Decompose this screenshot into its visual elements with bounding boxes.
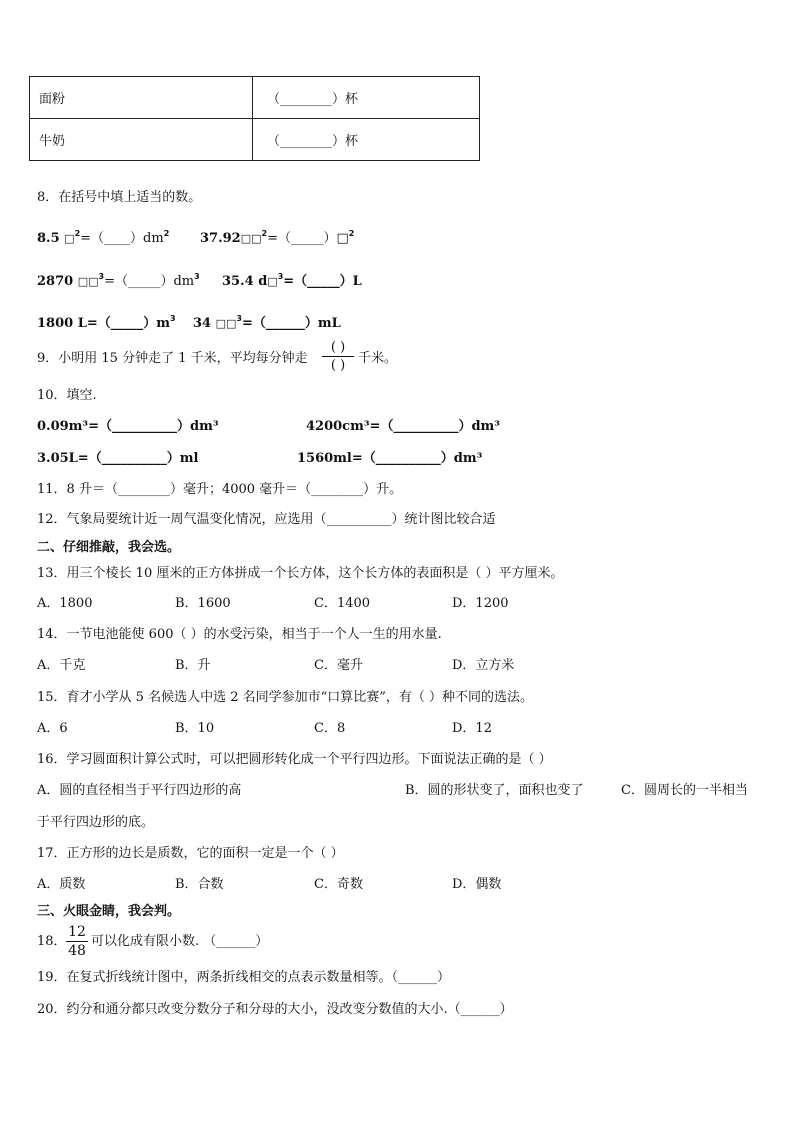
- question-18-text: 可以化成有限小数. （______）: [91, 934, 269, 949]
- q8-text: 35.4 d: [222, 274, 268, 289]
- q8-line2a: [37, 269, 200, 290]
- option-b: B．合数: [175, 877, 224, 892]
- q18-fraction: [66, 924, 88, 959]
- question-12: 12．气象局要统计近一周气温变化情况，应选用（__________）统计图比较合适: [37, 512, 496, 527]
- fraction-numerator: 12: [68, 924, 86, 940]
- question-15: 15．育才小学从 5 名候选人中选 2 名同学参加市“口算比赛”，有（ ）种不同的选法。: [37, 690, 534, 705]
- option-c: C．1400: [314, 596, 371, 611]
- option-c: C．8: [314, 721, 346, 736]
- q8-sup: 2: [348, 229, 355, 238]
- option-c: C．毫升: [314, 658, 363, 673]
- question-19: 19．在复式折线统计图中，两条折线相交的点表示数量相等。（______）: [37, 970, 451, 985]
- q8-text: 8.5: [37, 231, 60, 246]
- q8-text: =（____）dm: [80, 231, 164, 246]
- option-c: C．奇数: [314, 877, 363, 892]
- question-17: 17．正方形的边长是质数，它的面积一定是一个（ ）: [37, 846, 344, 861]
- question-16: 16．学习圆面积计算公式时，可以把圆形转化成一个平行四边形。下面说法正确的是（ ）: [37, 752, 552, 767]
- q8-text: =（_____）L: [283, 274, 362, 289]
- q8-line3a: [37, 311, 176, 332]
- q8-line1b: [200, 226, 354, 247]
- table-cell: （________）杯: [253, 77, 480, 119]
- q8-text: =（_____）dm: [104, 274, 195, 289]
- q8-sup: 3: [236, 314, 242, 323]
- option-d: D．立方米: [452, 658, 515, 673]
- q9-fraction: [322, 340, 354, 373]
- q8-box: □□: [77, 275, 99, 288]
- table-cell: （________）杯: [253, 119, 480, 161]
- question-13: 13．用三个棱长 10 厘米的正方体拼成一个长方体，这个长方体的表面积是（ ）平方厘米。: [37, 566, 564, 581]
- q8-text: =（_____）□: [267, 231, 349, 246]
- q10-item-b: 4200cm³=（__________）dm³: [306, 419, 500, 434]
- q8-sup: 2: [74, 229, 81, 238]
- option-a: A．1800: [37, 596, 93, 611]
- fraction-bar: [322, 356, 354, 357]
- q8-sup: 3: [170, 314, 176, 323]
- option-a: A．圆的直径相当于平行四边形的高: [37, 783, 242, 798]
- option-a: A．6: [37, 721, 68, 736]
- q8-sup: 2: [163, 229, 170, 238]
- table-cell: 面粉: [30, 77, 253, 119]
- q8-line3b: [193, 311, 341, 332]
- ingredient-table: [29, 76, 480, 161]
- option-b: B．升: [175, 658, 211, 673]
- q8-text: =（______）mL: [242, 316, 341, 331]
- question-18-number: 18．: [37, 934, 67, 949]
- q8-line1a: [37, 226, 169, 247]
- question-11: 11．8 升＝（________）毫升；4000 毫升＝（________）升。: [37, 482, 403, 497]
- q8-box: □: [64, 232, 75, 245]
- table-cell: 牛奶: [30, 119, 253, 161]
- question-9-text: 9．小明用 15 分钟走了 1 千米，平均每分钟走: [37, 351, 308, 366]
- question-20: 20．约分和通分都只改变分数分子和分母的大小，没改变分数值的大小.（______）: [37, 1002, 513, 1017]
- q8-sup: 3: [194, 272, 200, 281]
- option-c-continued: 于平行四边形的底。: [37, 815, 155, 830]
- q8-box: □□: [240, 232, 262, 245]
- q10-item-d: 1560ml=（__________）dm³: [297, 451, 483, 466]
- q8-text: 37.92: [200, 231, 241, 246]
- option-d: D．偶数: [452, 877, 502, 892]
- option-a: A．质数: [37, 877, 86, 892]
- option-b: B．1600: [175, 596, 231, 611]
- table-row: [30, 77, 480, 119]
- q8-sup: 2: [261, 229, 268, 238]
- option-d: D．12: [452, 721, 492, 736]
- table-row: [30, 119, 480, 161]
- q8-text: 1800 L=（_____）m: [37, 316, 170, 331]
- q10-item-a: 0.09m³=（__________）dm³: [37, 419, 219, 434]
- question-14: 14．一节电池能使 600（ ）的水受污染，相当于一个人一生的用水量.: [37, 627, 442, 642]
- question-9-suffix: 千米。: [358, 351, 398, 366]
- fraction-denominator: ( ): [330, 358, 346, 373]
- fraction-numerator: ( ): [330, 340, 346, 355]
- q8-box: □□: [215, 317, 237, 330]
- section-2-title: 二、仔细推敲，我会选。: [37, 540, 181, 555]
- q8-line2b: [222, 269, 362, 290]
- option-b: B．10: [175, 721, 215, 736]
- q8-box: □: [267, 275, 278, 288]
- question-8-title: 8．在括号中填上适当的数。: [37, 190, 202, 205]
- option-d: D．1200: [452, 596, 509, 611]
- section-3-title: 三、火眼金睛，我会判。: [37, 904, 181, 919]
- q8-sup: 3: [277, 272, 284, 281]
- option-a: A．千克: [37, 658, 86, 673]
- option-c: C．圆周长的一半相当: [621, 783, 748, 798]
- q10-item-c: 3.05L=（__________）ml: [37, 451, 199, 466]
- q8-sup: 3: [98, 272, 105, 281]
- q8-text: 2870: [37, 274, 74, 289]
- fraction-bar: [66, 941, 88, 942]
- fraction-denominator: 48: [68, 943, 86, 959]
- question-10-title: 10．填空.: [37, 388, 97, 403]
- q8-text: 34: [193, 316, 212, 331]
- option-b: B．圆的形状变了，面积也变了: [405, 783, 584, 798]
